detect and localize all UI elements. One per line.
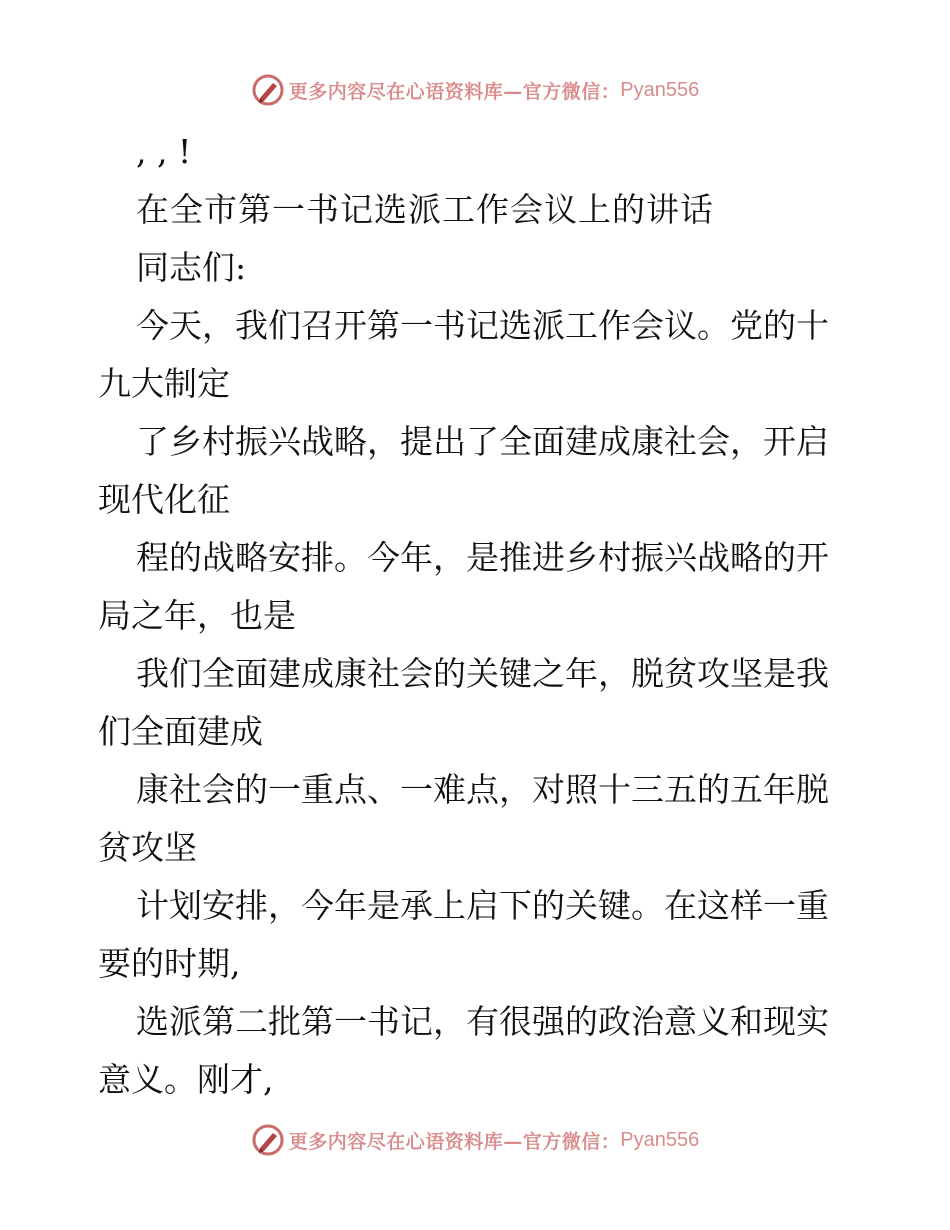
- text-line: 今天，我们召开第一书记选派工作会议。党的十: [136, 306, 829, 345]
- text-line: 选派第二批第一书记，有很强的政治意义和现实: [136, 1002, 829, 1041]
- banner-account: Pyan556: [620, 1128, 700, 1151]
- text-line: 要的时期,: [98, 944, 241, 983]
- text-line: 九大制定: [98, 364, 230, 403]
- text-line: 局之年，也是: [98, 596, 296, 635]
- pen-logo-icon: [251, 73, 285, 107]
- header-banner: [0, 70, 950, 110]
- speech-title: 在全市第一书记选派工作会议上的讲话: [136, 190, 714, 229]
- text-line: 计划安排，今年是承上启下的关键。在这样一重: [136, 886, 829, 925]
- text-line: 意义。刚才,: [98, 1060, 274, 1099]
- pen-logo-icon: [251, 1123, 285, 1157]
- salutation: 同志们:: [136, 248, 247, 287]
- text-line: 们全面建成: [98, 712, 263, 751]
- text-line: 贫攻坚: [98, 828, 197, 867]
- banner-text: 更多内容尽在心语资料库—官方微信：: [288, 1130, 621, 1153]
- text-line: 了乡村振兴战略，提出了全面建成康社会，开启: [136, 422, 829, 461]
- footer-banner: [0, 1120, 950, 1160]
- text-line: , , !: [136, 132, 192, 171]
- text-line: 我们全面建成康社会的关键之年，脱贫攻坚是我: [136, 654, 829, 693]
- text-line: 程的战略安排。今年，是推进乡村振兴战略的开: [136, 538, 829, 577]
- text-line: 现代化征: [98, 480, 230, 519]
- banner-text: 更多内容尽在心语资料库—官方微信：: [288, 80, 621, 103]
- banner-account: Pyan556: [620, 78, 700, 101]
- text-line: 康社会的一重点、一难点，对照十三五的五年脱: [136, 770, 829, 809]
